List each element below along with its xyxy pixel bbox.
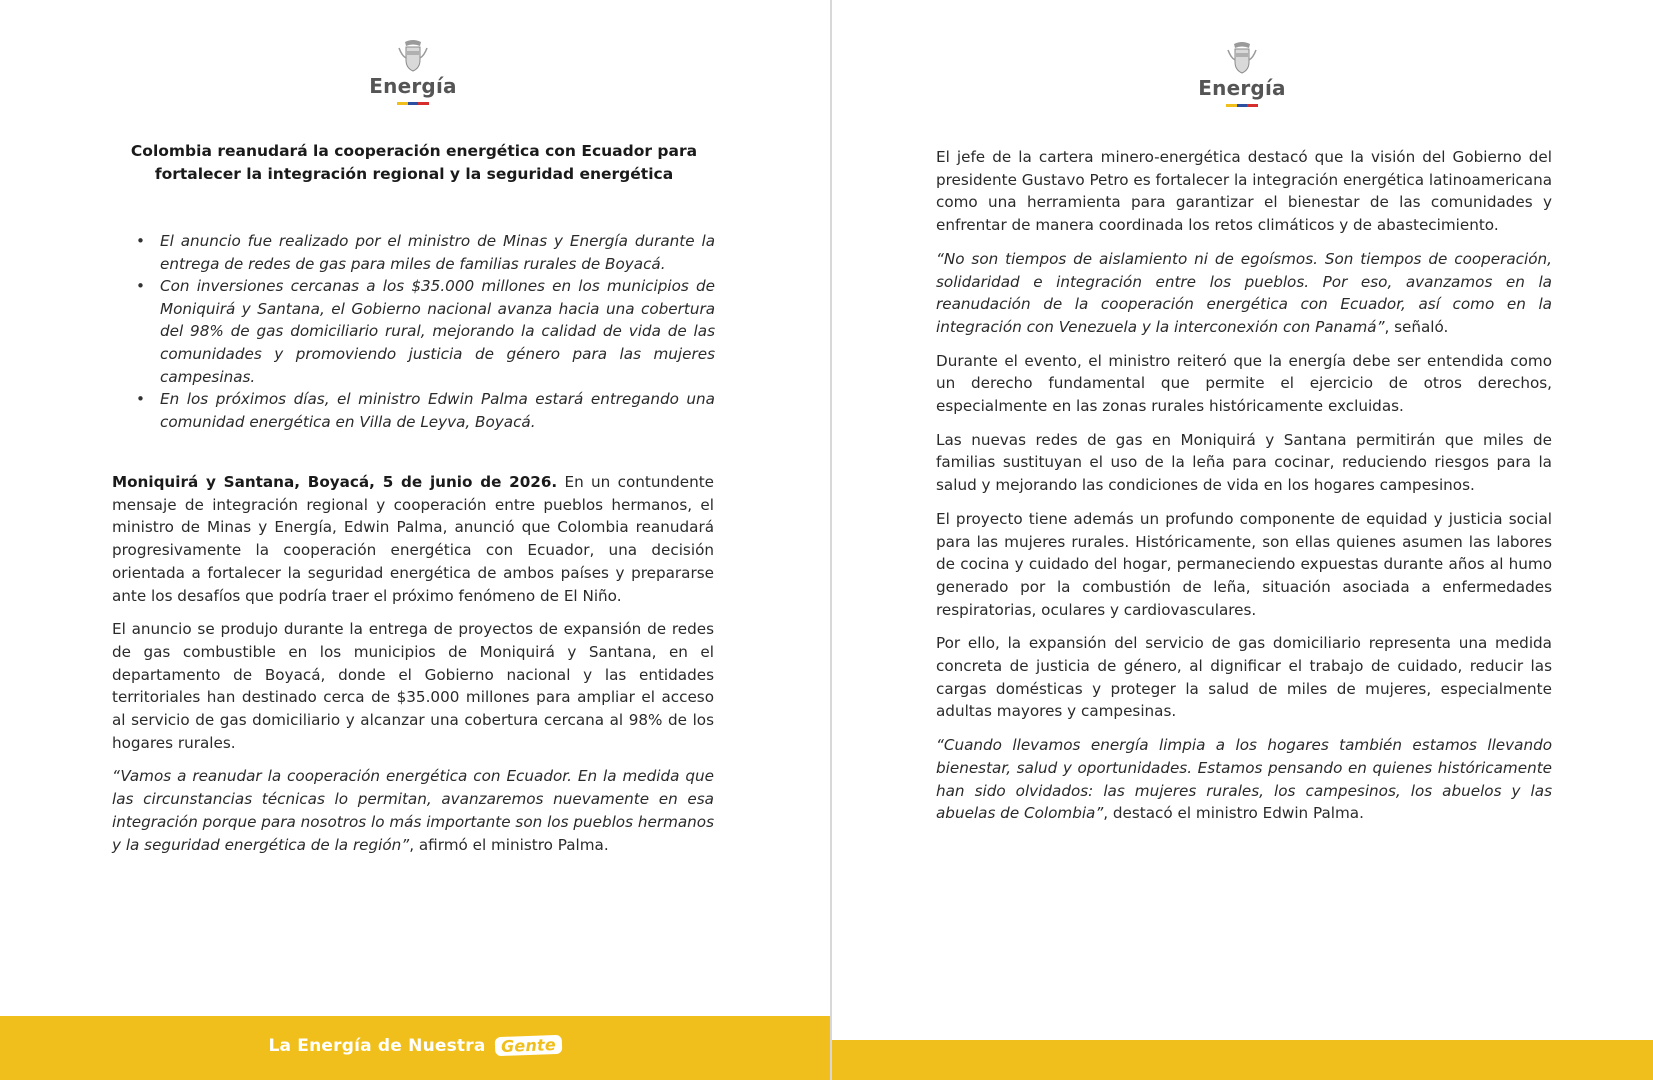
body-paragraph: Por ello, la expansión del servicio de gas domiciliario representa una medida concreta de justicia de género, al dignificar el trabajo de cuidado, reducir las cargas domésticas y proteger la salud de miles de mujeres, especialmente adultas mayores y campesinas. — [936, 634, 1552, 721]
lead-text: En un contundente mensaje de integración regional y cooperación entre pueblos hermanos, el ministro de Minas y Energía, Edwin Palma, anunció que Colombia reanudará progresivamente la cooperación energética con Ecuador, una decisión orientada a fortalecer la seguridad energética de ambos países y prepararse ante los desafíos que podría traer el próximo fenómeno de El Niño. — [112, 473, 714, 605]
list-item: • Con inversiones cercanas a los $35.000 millones en los municipios de Moniquirá y Santana, el Gobierno nacional avanza hacia una cobertura del 98% de gas domiciliario rural, mejorando la calidad de vida de las comunidades y promoviendo justicia de género para las mujeres campesinas. — [160, 275, 715, 388]
list-item: • El anuncio fue realizado por el ministro de Minas y Energía durante la entrega de redes de gas para miles de familias rurales de Boyacá. — [160, 230, 715, 275]
coat-of-arms-icon — [396, 38, 430, 74]
quote-attribution: , destacó el ministro Edwin Palma. — [1103, 804, 1364, 823]
quote-text: “Vamos a reanudar la cooperación energética con Ecuador. En la medida que las circunstancias técnicas lo permitan, avanzaremos nuevamente en esa integración porque para nosotros lo más importante son los pueblos hermanos y la seguridad energética de la región” — [112, 767, 714, 854]
right-body-text — [936, 146, 1552, 836]
document-page-right — [832, 0, 1653, 1080]
body-paragraph: El proyecto tiene además un profundo componente de equidad y justicia social para las mujeres rurales. Históricamente, son ellas quienes asumen las labores de cocina y cuidado del hogar, permaneciendo expuestas durante años al humo generado por la combustión de leña, situación asociada a enfermedades respiratorias, oculares y cardiovasculares. — [936, 509, 1552, 619]
energia-logo — [358, 38, 468, 105]
quote-attribution: , afirmó el ministro Palma. — [409, 835, 609, 854]
highlights-list — [160, 230, 715, 433]
body-paragraph: El anuncio se produjo durante la entrega de proyectos de expansión de redes de gas combustible en los municipios de Moniquirá y Santana, en el departamento de Boyacá, donde el Gobierno nacional y las entidades territoriales han destinado cerca de $35.000 millones para ampliar el acceso al servicio de gas domiciliario y alcanzar una cobertura cercana al 98% de los hogares rurales. — [112, 620, 714, 752]
footer-banner — [832, 1040, 1653, 1080]
quote-text: “Cuando llevamos energía limpia a los hogares también estamos llevando bienestar, salud y oportunidades. Estamos pensando en quienes históricamente han sido olvidados: las mujeres rurales, los campesinos, los abuelos y las abuelas de Colombia” — [936, 736, 1552, 823]
body-paragraph: Durante el evento, el ministro reiteró que la energía debe ser entendida como un derecho fundamental que permite el ejercicio de otros derechos, especialmente en las zonas rurales históricamente excluidas. — [936, 351, 1552, 416]
coat-of-arms-icon — [1225, 40, 1259, 76]
footer-slogan: La Energía de Nuestra Gente — [0, 1036, 830, 1056]
dateline: Moniquirá y Santana, Boyacá, 5 de junio de 2026. — [112, 473, 558, 491]
logo-text: Energía — [369, 74, 457, 98]
quote-text: “No son tiempos de aislamiento ni de egoísmos. Son tiempos de cooperación, solidaridad e integración entre los pueblos. Por eso, avanzamos en la reanudación de la cooperación energética con Ecuador, así como en la integración con Venezuela y la interconexión con Panamá” — [936, 249, 1552, 336]
press-release-title: Colombia reanudará la cooperación energética con Ecuador para fortalecer la integración regional y la seguridad energética — [130, 142, 698, 183]
flag-stripe — [1226, 104, 1258, 107]
quote-paragraph — [936, 734, 1552, 825]
quote-paragraph — [936, 248, 1552, 339]
gente-badge: Gente — [494, 1035, 561, 1056]
list-item: • En los próximos días, el ministro Edwin Palma estará entregando una comunidad energética en Villa de Leyva, Boyacá. — [160, 388, 715, 433]
flag-stripe — [397, 102, 429, 105]
quote-paragraph — [112, 765, 714, 856]
footer-banner — [0, 1016, 830, 1080]
energia-logo — [1187, 40, 1297, 107]
lead-paragraph — [112, 471, 714, 607]
body-paragraph: Las nuevas redes de gas en Moniquirá y Santana permitirán que miles de familias sustituyan el uso de la leña para cocinar, reduciendo riesgos para la salud y mejorando las condiciones de vida en los hogares campesinos. — [936, 430, 1552, 495]
logo-text: Energía — [1198, 76, 1286, 100]
body-paragraph: El jefe de la cartera minero-energética destacó que la visión del Gobierno del presidente Gustavo Petro es fortalecer la integración energética latinoamericana como una herramienta para garantizar el bienestar de las comunidades y enfrentar de manera coordinada los retos climáticos y de abastecimiento. — [936, 148, 1552, 235]
quote-attribution: , señaló. — [1384, 317, 1449, 336]
left-body-text — [112, 471, 714, 867]
